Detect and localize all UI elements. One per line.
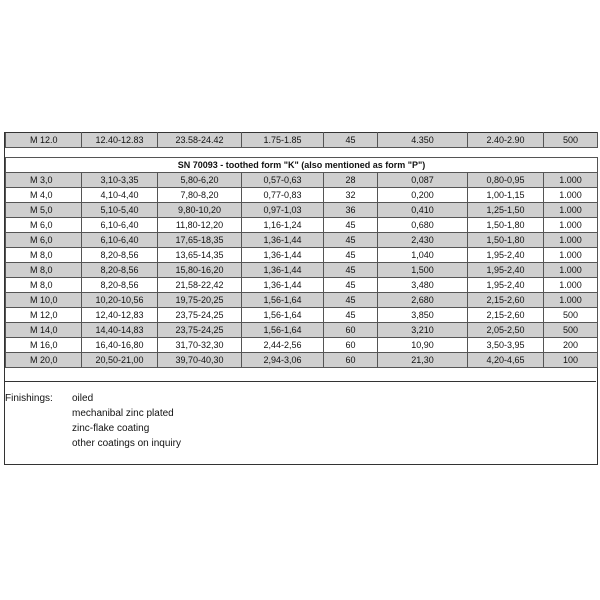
cell: 1,50-1,80 — [468, 218, 544, 233]
cell: 1.000 — [544, 233, 598, 248]
table-row — [6, 233, 598, 248]
cell: 0,200 — [378, 188, 468, 203]
cell: 3,850 — [378, 308, 468, 323]
cell: 8,20-8,56 — [82, 248, 158, 263]
cell: 500 — [544, 308, 598, 323]
finishing-item: zinc-flake coating — [72, 423, 150, 434]
cell: 0,410 — [378, 203, 468, 218]
cell: 2,44-2,56 — [242, 338, 324, 353]
cell: 1.000 — [544, 278, 598, 293]
spec-table — [5, 132, 598, 368]
cell: 5,10-5,40 — [82, 203, 158, 218]
finishing-item: oiled — [72, 393, 94, 404]
cell: 23.58-24.42 — [158, 133, 242, 148]
cell: M 12.0 — [6, 133, 82, 148]
cell: 9,80-10,20 — [158, 203, 242, 218]
cell: 1.75-1.85 — [242, 133, 324, 148]
finishings-label: Finishings: — [5, 393, 53, 404]
cell: 1.000 — [544, 173, 598, 188]
cell: 200 — [544, 338, 598, 353]
finishings-list — [72, 391, 181, 451]
cell: M 8,0 — [6, 278, 82, 293]
cell: 2,94-3,06 — [242, 353, 324, 368]
cell: 8,20-8,56 — [82, 263, 158, 278]
table-row-top — [6, 133, 598, 148]
cell: 1.000 — [544, 203, 598, 218]
cell: 2,680 — [378, 293, 468, 308]
table-row — [6, 353, 598, 368]
cell: 1,36-1,44 — [242, 263, 324, 278]
section-title: SN 70093 - toothed form "K" (also mentioned as form "P") — [6, 158, 598, 173]
cell: 45 — [324, 263, 378, 278]
cell: 45 — [324, 218, 378, 233]
spacer-cell — [6, 148, 598, 158]
cell: 60 — [324, 353, 378, 368]
table-row — [6, 293, 598, 308]
cell: 4,10-4,40 — [82, 188, 158, 203]
cell: 1.000 — [544, 263, 598, 278]
cell: 23,75-24,25 — [158, 308, 242, 323]
cell: M 8,0 — [6, 263, 82, 278]
cell: 3,210 — [378, 323, 468, 338]
table-row — [6, 173, 598, 188]
table-row — [6, 203, 598, 218]
cell: 1,00-1,15 — [468, 188, 544, 203]
cell: 19,75-20,25 — [158, 293, 242, 308]
cell: 31,70-32,30 — [158, 338, 242, 353]
cell: 0,77-0,83 — [242, 188, 324, 203]
cell: 1.000 — [544, 188, 598, 203]
table-row — [6, 188, 598, 203]
cell: 1.000 — [544, 248, 598, 263]
cell: 12,40-12,83 — [82, 308, 158, 323]
cell: 1,25-1,50 — [468, 203, 544, 218]
cell: 0,80-0,95 — [468, 173, 544, 188]
cell: 39,70-40,30 — [158, 353, 242, 368]
cell: 1,50-1,80 — [468, 233, 544, 248]
finishing-item: other coatings on inquiry — [72, 438, 181, 449]
cell: M 8,0 — [6, 248, 82, 263]
cell: 6,10-6,40 — [82, 218, 158, 233]
cell: 500 — [544, 323, 598, 338]
cell: M 6,0 — [6, 218, 82, 233]
section-title-row — [6, 158, 598, 173]
cell: 0,680 — [378, 218, 468, 233]
cell: 45 — [324, 133, 378, 148]
spacer-row — [6, 148, 598, 158]
cell: 15,80-16,20 — [158, 263, 242, 278]
cell: 1.000 — [544, 293, 598, 308]
cell: 13,65-14,35 — [158, 248, 242, 263]
cell: M 16,0 — [6, 338, 82, 353]
cell: 11,80-12,20 — [158, 218, 242, 233]
cell: 3,10-3,35 — [82, 173, 158, 188]
cell: M 12,0 — [6, 308, 82, 323]
cell: 60 — [324, 323, 378, 338]
table-row — [6, 263, 598, 278]
table-row — [6, 218, 598, 233]
finishing-item: mechanibal zinc plated — [72, 408, 174, 419]
table-row — [6, 278, 598, 293]
cell: 8,20-8,56 — [82, 278, 158, 293]
cell: M 14,0 — [6, 323, 82, 338]
table-row — [6, 338, 598, 353]
cell: 1,95-2,40 — [468, 248, 544, 263]
cell: 0,57-0,63 — [242, 173, 324, 188]
table-row — [6, 248, 598, 263]
cell: 4,20-4,65 — [468, 353, 544, 368]
cell: 7,80-8,20 — [158, 188, 242, 203]
cell: 60 — [324, 338, 378, 353]
cell: 36 — [324, 203, 378, 218]
cell: 28 — [324, 173, 378, 188]
cell: M 10,0 — [6, 293, 82, 308]
cell: 45 — [324, 308, 378, 323]
cell: 1,040 — [378, 248, 468, 263]
cell: 1,500 — [378, 263, 468, 278]
finishings-separator — [4, 381, 596, 382]
cell: 3,50-3,95 — [468, 338, 544, 353]
cell: M 5,0 — [6, 203, 82, 218]
cell: 45 — [324, 293, 378, 308]
cell: 20,50-21,00 — [82, 353, 158, 368]
cell: 21,30 — [378, 353, 468, 368]
cell: 45 — [324, 248, 378, 263]
cell: 45 — [324, 233, 378, 248]
cell: M 6,0 — [6, 233, 82, 248]
cell: 1.000 — [544, 218, 598, 233]
cell: 1,56-1,64 — [242, 323, 324, 338]
cell: 23,75-24,25 — [158, 323, 242, 338]
cell: 1,95-2,40 — [468, 278, 544, 293]
cell: 10,20-10,56 — [82, 293, 158, 308]
cell: 1,16-1,24 — [242, 218, 324, 233]
cell: M 4,0 — [6, 188, 82, 203]
cell: M 20,0 — [6, 353, 82, 368]
cell: 2.40-2.90 — [468, 133, 544, 148]
cell: 1,36-1,44 — [242, 248, 324, 263]
cell: 45 — [324, 278, 378, 293]
cell: 3,480 — [378, 278, 468, 293]
cell: 1,36-1,44 — [242, 278, 324, 293]
cell: 4.350 — [378, 133, 468, 148]
cell: 14,40-14,83 — [82, 323, 158, 338]
cell: 32 — [324, 188, 378, 203]
cell: 6,10-6,40 — [82, 233, 158, 248]
cell: 1,56-1,64 — [242, 308, 324, 323]
cell: 17,65-18,35 — [158, 233, 242, 248]
cell: 21,58-22,42 — [158, 278, 242, 293]
cell: 2,15-2,60 — [468, 293, 544, 308]
cell: 500 — [544, 133, 598, 148]
cell: 100 — [544, 353, 598, 368]
cell: 16,40-16,80 — [82, 338, 158, 353]
cell: 2,430 — [378, 233, 468, 248]
cell: 12.40-12.83 — [82, 133, 158, 148]
cell: 10,90 — [378, 338, 468, 353]
cell: M 3,0 — [6, 173, 82, 188]
cell: 0,97-1,03 — [242, 203, 324, 218]
cell: 2,05-2,50 — [468, 323, 544, 338]
table-row — [6, 308, 598, 323]
cell: 5,80-6,20 — [158, 173, 242, 188]
cell: 0,087 — [378, 173, 468, 188]
cell: 1,36-1,44 — [242, 233, 324, 248]
cell: 1,95-2,40 — [468, 263, 544, 278]
table-row — [6, 323, 598, 338]
cell: 2,15-2,60 — [468, 308, 544, 323]
cell: 1,56-1,64 — [242, 293, 324, 308]
